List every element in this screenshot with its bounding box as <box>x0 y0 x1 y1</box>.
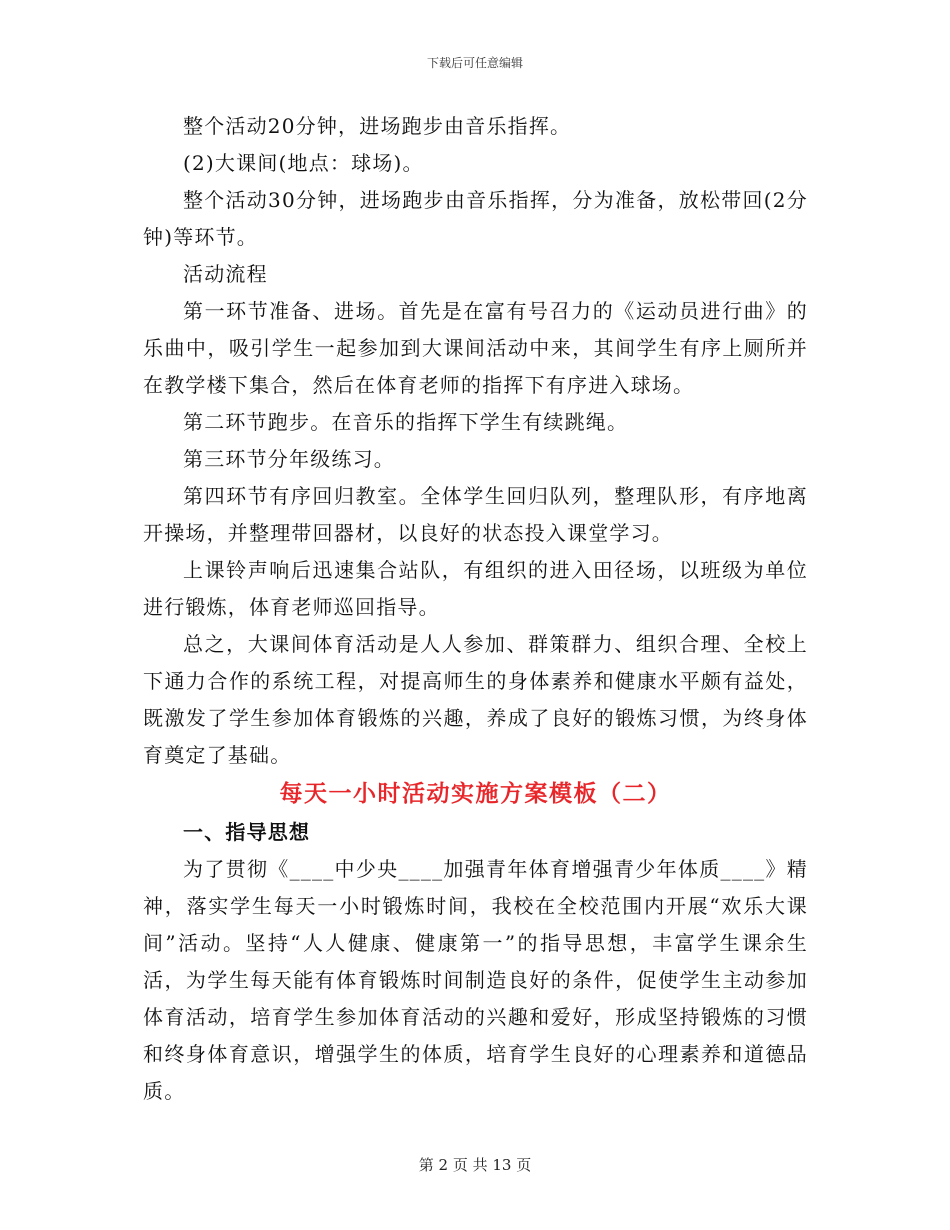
paragraph: 第二环节跑步。在音乐的指挥下学生有续跳绳。 <box>183 410 629 434</box>
paragraph: 第一环节准备、进场。首先是在富有号召力的《运动员进行曲》的乐曲中，吸引学生一起参加到大课间活动中来，其间学生有序上厕所并在教学楼下集合，然后在体育老师的指挥下有序进入球场。 <box>143 299 808 397</box>
paragraph: 总之，大课间体育活动是人人参加、群策群力、组织合理、全校上下通力合作的系统工程，对提高师生的身体素养和健康水平颇有益处，既激发了学生参加体育锻炼的兴趣，养成了良好的锻炼习惯，为终身体育奠定了基础。 <box>143 632 808 767</box>
paragraph: 为了贯彻《____中少央____加强青年体育增强青少年体质____》精神，落实学生每天一小时锻炼时间，我校在全校范围内开展“欢乐大课间”活动。坚持“人人健康、健康第一”的指导思想，丰富学生课余生活，为学生每天能有体育锻炼时间制造良好的条件，促使学生主动参加体育活动，培育学生参加体育活动的兴趣和爱好，形成坚持锻炼的习惯和终身体育意识，增强学生的体质，培育学生良好的心理素养和道德品质。 <box>143 857 808 1103</box>
section-title: 每天一小时活动实施方案模板（二） <box>279 780 672 807</box>
paragraph: 第四环节有序回归教室。全体学生回归队列，整理队形，有序地离开操场，并整理带回器材，以良好的状态投入课堂学习。 <box>143 484 808 545</box>
page-footer: 第 2 页 共 13 页 <box>418 1156 532 1174</box>
paragraph: 第三环节分年级练习。 <box>183 447 395 471</box>
paragraph: (2)大课间(地点：球场)。 <box>183 151 424 175</box>
section-subheading: 一、指导思想 <box>183 820 311 844</box>
paragraph: 活动流程 <box>183 262 268 286</box>
document-body <box>143 108 808 1110</box>
paragraph: 整个活动20分钟，进场跑步由音乐指挥。 <box>183 114 572 138</box>
paragraph: 整个活动30分钟，进场跑步由音乐指挥，分为准备，放松带回(2分钟)等环节。 <box>143 188 808 249</box>
page-header: 下载后可任意编辑 <box>426 56 523 70</box>
paragraph: 上课铃声响后迅速集合站队，有组织的进入田径场，以班级为单位进行锻炼，体育老师巡回指导。 <box>143 558 808 619</box>
